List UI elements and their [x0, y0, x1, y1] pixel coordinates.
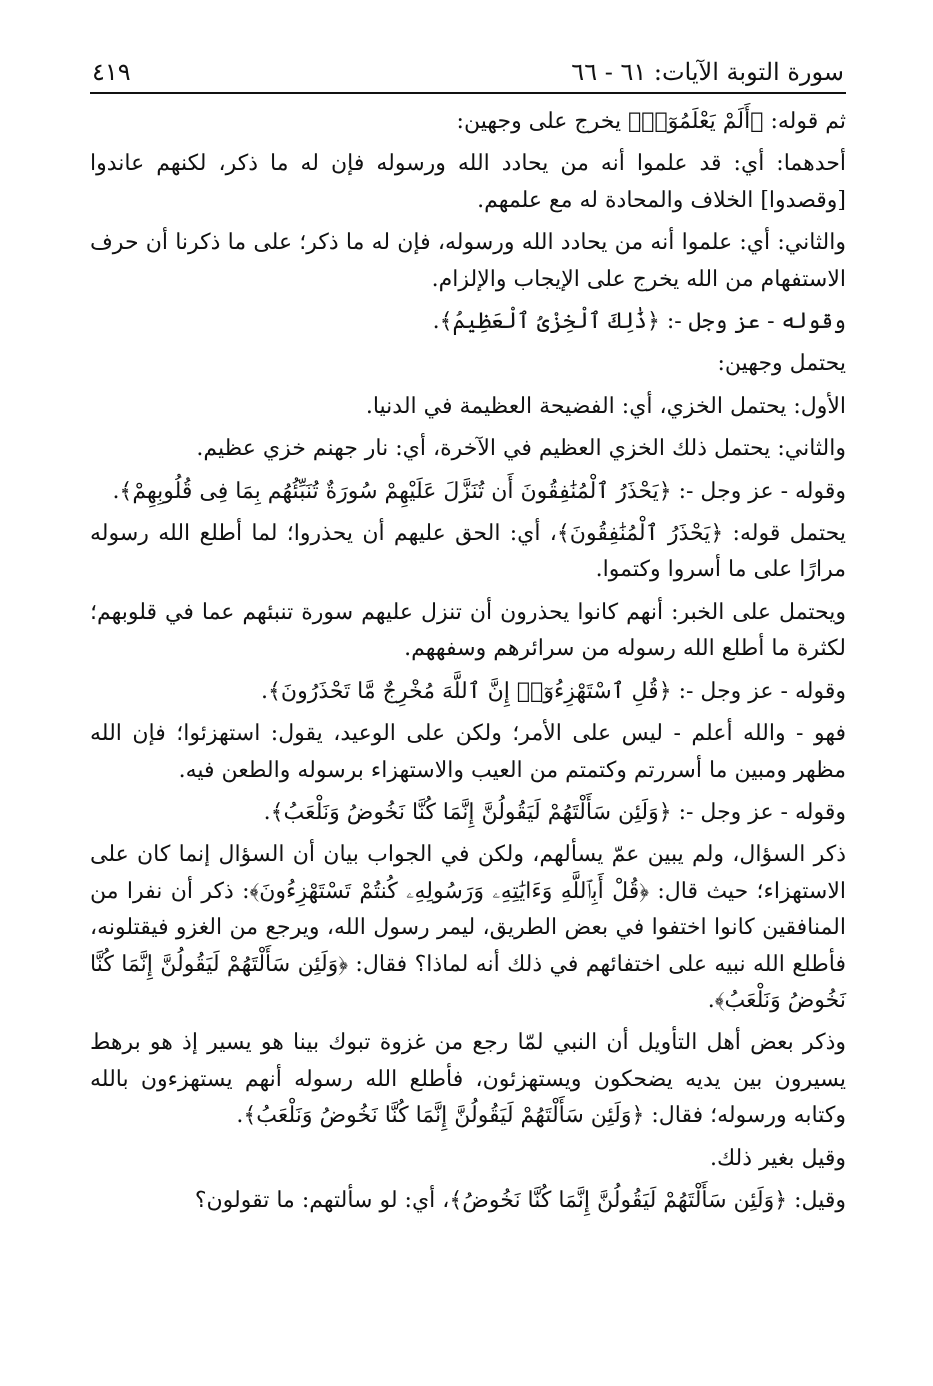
paragraph: ذكر السؤال، ولم يبين عمّ يسألهم، ولكن في الجواب بيان أن السؤال إنما كان على الاستهزاء؛ حيث قال: ﴿قُلْ أَبِٱللَّهِ وَءَايَٰتِهِۦ وَرَسُولِهِۦ كُنتُمْ تَسْتَهْزِءُونَ﴾: ذكر أن نفرا من المنافقين كانوا اختفوا في بعض الطريق، ليمر رسول الله، ويرجع من الغزو فيقتلونه، فأطلع الله نبيه على اختفائهم في ذلك أنه لماذا؟ فقال: ﴿وَلَئِن سَأَلْتَهُمْ لَيَقُولُنَّ إِنَّمَا كُنَّا نَخُوضُ وَنَلْعَبُ﴾. — [90, 842, 846, 1013]
paragraph: والثاني: يحتمل ذلك الخزي العظيم في الآخرة، أي: نار جهنم خزي عظيم. — [196, 436, 846, 462]
paragraph: أحدهما: أي: قد علموا أنه من يحادد الله ورسوله فإن له ما ذكر، لكنهم عاندوا [وقصدوا] الخلاف والمحادة له مع علمهم. — [90, 151, 846, 213]
running-title: سورة التوبة الآيات: ٦١ - ٦٦ — [571, 58, 844, 86]
paragraph: يحتمل وجهين: — [717, 351, 846, 377]
paragraph: وقوله - عز وجل -: ﴿وَلَئِن سَأَلْتَهُمْ لَيَقُولُنَّ إِنَّمَا كُنَّا نَخُوضُ وَنَلْعَبُ﴾. — [263, 799, 846, 825]
paragraph: وقوله - عز وجل -: ﴿يَحْذَرُ ٱلْمُنَٰفِقُونَ أَن تُنَزَّلَ عَلَيْهِمْ سُورَةٌ تُنَبِّئُهُم بِمَا فِى قُلُوبِهِمْ﴾. — [112, 478, 846, 504]
paragraph: وقوله - عز وجل -: ﴿قُلِ ٱسْتَهْزِءُوٓا۟ إِنَّ ٱللَّهَ مُخْرِجٌ مَّا تَحْذَرُونَ﴾. — [261, 678, 846, 704]
paragraph: ثم قوله: ﴿أَلَمْ يَعْلَمُوٓا۟﴾ يخرج على وجهين: — [456, 109, 846, 134]
paragraph: ويحتمل على الخبر: أنهم كانوا يحذرون أن تنزل عليهم سورة تنبئهم عما في قلوبهم؛ لكثرة ما أطلع الله رسوله من سرائرهم وسفههم. — [90, 599, 846, 662]
paragraph: الأول: يحتمل الخزي، أي: الفضيحة العظيمة في الدنيا. — [365, 393, 846, 419]
paragraph: وقيل بغير ذلك. — [710, 1145, 846, 1171]
page-body — [90, 104, 846, 1225]
paragraph: وقيل: ﴿وَلَئِن سَأَلْتَهُمْ لَيَقُولُنَّ إِنَّمَا كُنَّا نَخُوضُ﴾، أي: لو سألتهم: ما تقولون؟ — [194, 1187, 846, 1213]
paragraph: وقوله - عز وجل -: ﴿ذَٰلِكَ ٱلْخِزْىُ ٱلْعَظِيمُ﴾. — [432, 309, 846, 335]
paragraph: فهو - والله أعلم - ليس على الأمر؛ ولكن على الوعيد، يقول: استهزئوا؛ فإن الله مظهر ومبين ما أسررتم وكتمتم من العيب والاستهزاء برسوله والطعن فيه. — [90, 721, 846, 783]
paragraph: يحتمل قوله: ﴿يَحْذَرُ ٱلْمُنَٰفِقُونَ﴾، أي: الحق عليهم أن يحذروا؛ لما أطلع الله رسوله مرارًا على ما أسروا وكتموا. — [90, 521, 846, 583]
paragraph: وذكر بعض أهل التأويل أن النبي لمّا رجع من غزوة تبوك بينا هو يسير إذ هو برهط يسيرون بين يديه يضحكون ويستهزئون، فأطلع الله رسوله أنهم يستهزءون بالله وكتابه ورسوله؛ فقال: ﴿وَلَئِن سَأَلْتَهُمْ لَيَقُولُنَّ إِنَّمَا كُنَّا نَخُوضُ وَنَلْعَبُ﴾. — [90, 1030, 846, 1129]
page-header — [90, 50, 846, 94]
paragraph: والثاني: أي: علموا أنه من يحادد الله ورسوله، فإن له ما ذكر؛ على ما ذكرنا أن حرف الاستفهام من الله يخرج على الإيجاب والإلزام. — [90, 230, 846, 292]
page-number: ٤١٩ — [92, 58, 131, 86]
